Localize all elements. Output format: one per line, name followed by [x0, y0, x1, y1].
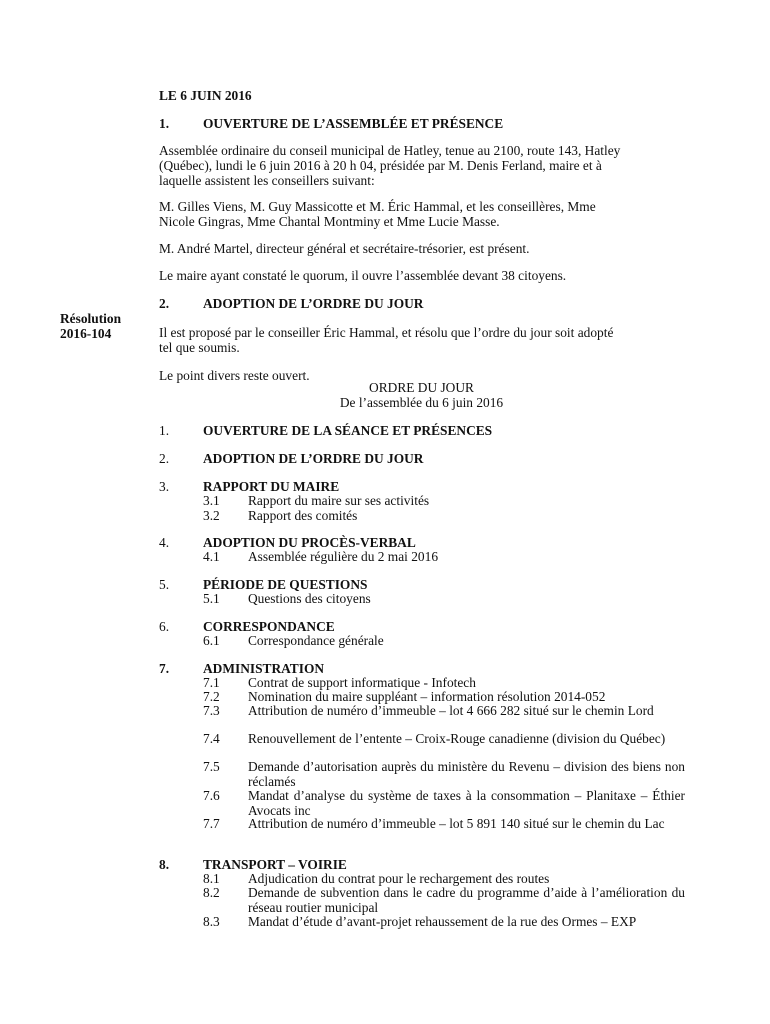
subitem-number: 7.5: [203, 759, 220, 774]
agenda-item-title: ADMINISTRATION: [203, 661, 325, 676]
agenda-subitem: [203, 591, 685, 606]
section-2-motion-paragraph: [159, 325, 684, 355]
agenda-item-number: 6.: [159, 619, 170, 634]
para-line: Nicole Gingras, Mme Chantal Montminy et Mme Lucie Masse.: [159, 214, 500, 229]
subitem-text: Mandat d’étude d’avant-projet rehaussement de la rue des Ormes – EXP: [248, 914, 637, 929]
agenda-subtitle: De l’assemblée du 6 juin 2016: [339, 395, 504, 410]
agenda-subitem: [203, 675, 685, 690]
agenda-subitem: [203, 788, 685, 818]
agenda-item-title: ADOPTION DU PROCÈS-VERBAL: [203, 535, 416, 550]
subitem-text: Contrat de support informatique - Infotech: [248, 675, 476, 690]
subitem-text: Adjudication du contrat pour le rechargement des routes: [248, 871, 550, 886]
section-1-title: OUVERTURE DE L’ASSEMBLÉE ET PRÉSENCE: [203, 116, 504, 131]
section-2-number: 2.: [159, 296, 170, 311]
resolution-label: Résolution: [60, 311, 122, 326]
agenda-subitem: [203, 703, 685, 718]
agenda-item-title: OUVERTURE DE LA SÉANCE ET PRÉSENCES: [203, 423, 493, 438]
subitem-number: 7.6: [203, 788, 220, 803]
para-line: Assemblée ordinaire du conseil municipal de Hatley, tenue au 2100, route 143, Hatley: [159, 143, 621, 158]
agenda-subitem: [203, 493, 685, 508]
agenda-subitem: [203, 508, 685, 523]
agenda-subitem: [203, 549, 685, 564]
agenda-item-number: 7.: [159, 661, 170, 676]
subitem-number: 8.3: [203, 914, 220, 929]
subitem-text: Assemblée régulière du 2 mai 2016: [248, 549, 439, 564]
agenda-item-title: PÉRIODE DE QUESTIONS: [203, 577, 368, 592]
agenda-subitem: [203, 816, 685, 831]
agenda-title: ORDRE DU JOUR: [369, 380, 474, 395]
section-1-intro-paragraph: [159, 143, 684, 188]
agenda-item-title: TRANSPORT – VOIRIE: [203, 857, 347, 872]
subitem-text: Correspondance générale: [248, 633, 384, 648]
subitem-number: 5.1: [203, 591, 220, 606]
subitem-text: Rapport des comités: [248, 508, 358, 523]
agenda-subitem: [203, 689, 685, 704]
section-2-title: ADOPTION DE L’ORDRE DU JOUR: [203, 296, 424, 311]
subitem-number: 7.2: [203, 689, 220, 704]
subitem-number: 6.1: [203, 633, 220, 648]
agenda-subitem: [203, 633, 685, 648]
subitem-number: 3.2: [203, 508, 220, 523]
subitem-number: 4.1: [203, 549, 220, 564]
section-1-quorum-paragraph: Le maire ayant constaté le quorum, il ouvre l’assemblée devant 38 citoyens.: [159, 268, 567, 283]
agenda-subitem: [203, 914, 685, 929]
agenda-item-number: 3.: [159, 479, 170, 494]
para-line: (Québec), lundi le 6 juin 2016 à 20 h 04, présidée par M. Denis Ferland, maire et à: [159, 158, 602, 173]
agenda-item-title: RAPPORT DU MAIRE: [203, 479, 340, 494]
subitem-text: Attribution de numéro d’immeuble – lot 4 666 282 situé sur le chemin Lord: [248, 703, 654, 718]
para-line: M. Gilles Viens, M. Guy Massicotte et M. Éric Hammal, et les conseillères, Mme: [159, 199, 596, 214]
date-heading: LE 6 JUIN 2016: [159, 88, 252, 103]
agenda-item-number: 2.: [159, 451, 170, 466]
para-line: laquelle assistent les conseillers suivant:: [159, 173, 375, 188]
subitem-text: Questions des citoyens: [248, 591, 371, 606]
section-1-number: 1.: [159, 116, 170, 131]
agenda-item-number: 1.: [159, 423, 170, 438]
agenda-subitem: [203, 885, 685, 915]
subitem-number: 8.1: [203, 871, 220, 886]
agenda-item-title: ADOPTION DE L’ORDRE DU JOUR: [203, 451, 424, 466]
para-line: tel que soumis.: [159, 340, 240, 355]
subitem-text: Mandat d’analyse du système de taxes à la consommation – Planitaxe – Éthier Avocats inc: [248, 788, 685, 818]
subitem-text: Renouvellement de l’entente – Croix-Rouge canadienne (division du Québec): [248, 731, 666, 746]
subitem-text: Demande d’autorisation auprès du ministère du Revenu – division des biens non réclamés: [248, 759, 685, 789]
agenda-subitem: [203, 759, 685, 789]
subitem-text: Demande de subvention dans le cadre du programme d’aide à l’amélioration du réseau routier municipal: [248, 885, 685, 915]
agenda-item-title: CORRESPONDANCE: [203, 619, 335, 634]
agenda-item-number: 8.: [159, 857, 170, 872]
para-line: Il est proposé par le conseiller Éric Hammal, et résolu que l’ordre du jour soit adopté: [159, 325, 614, 340]
section-1-director-paragraph: M. André Martel, directeur général et secrétaire-trésorier, est présent.: [159, 241, 530, 256]
section-1-councillors-paragraph: [159, 199, 684, 229]
agenda-item-number: 4.: [159, 535, 170, 550]
subitem-text: Rapport du maire sur ses activités: [248, 493, 430, 508]
agenda-item-number: 5.: [159, 577, 170, 592]
subitem-number: 7.7: [203, 816, 220, 831]
agenda-subitem: [203, 871, 685, 886]
subitem-text: Nomination du maire suppléant – information résolution 2014-052: [248, 689, 606, 704]
subitem-number: 7.4: [203, 731, 220, 746]
subitem-number: 7.1: [203, 675, 220, 690]
subitem-number: 8.2: [203, 885, 220, 900]
subitem-number: 7.3: [203, 703, 220, 718]
agenda-subitem: [203, 731, 685, 746]
resolution-number: 2016-104: [60, 326, 112, 341]
subitem-number: 3.1: [203, 493, 220, 508]
subitem-text: Attribution de numéro d’immeuble – lot 5 891 140 situé sur le chemin du Lac: [248, 816, 665, 831]
section-2-divers-paragraph: Le point divers reste ouvert.: [159, 368, 310, 383]
